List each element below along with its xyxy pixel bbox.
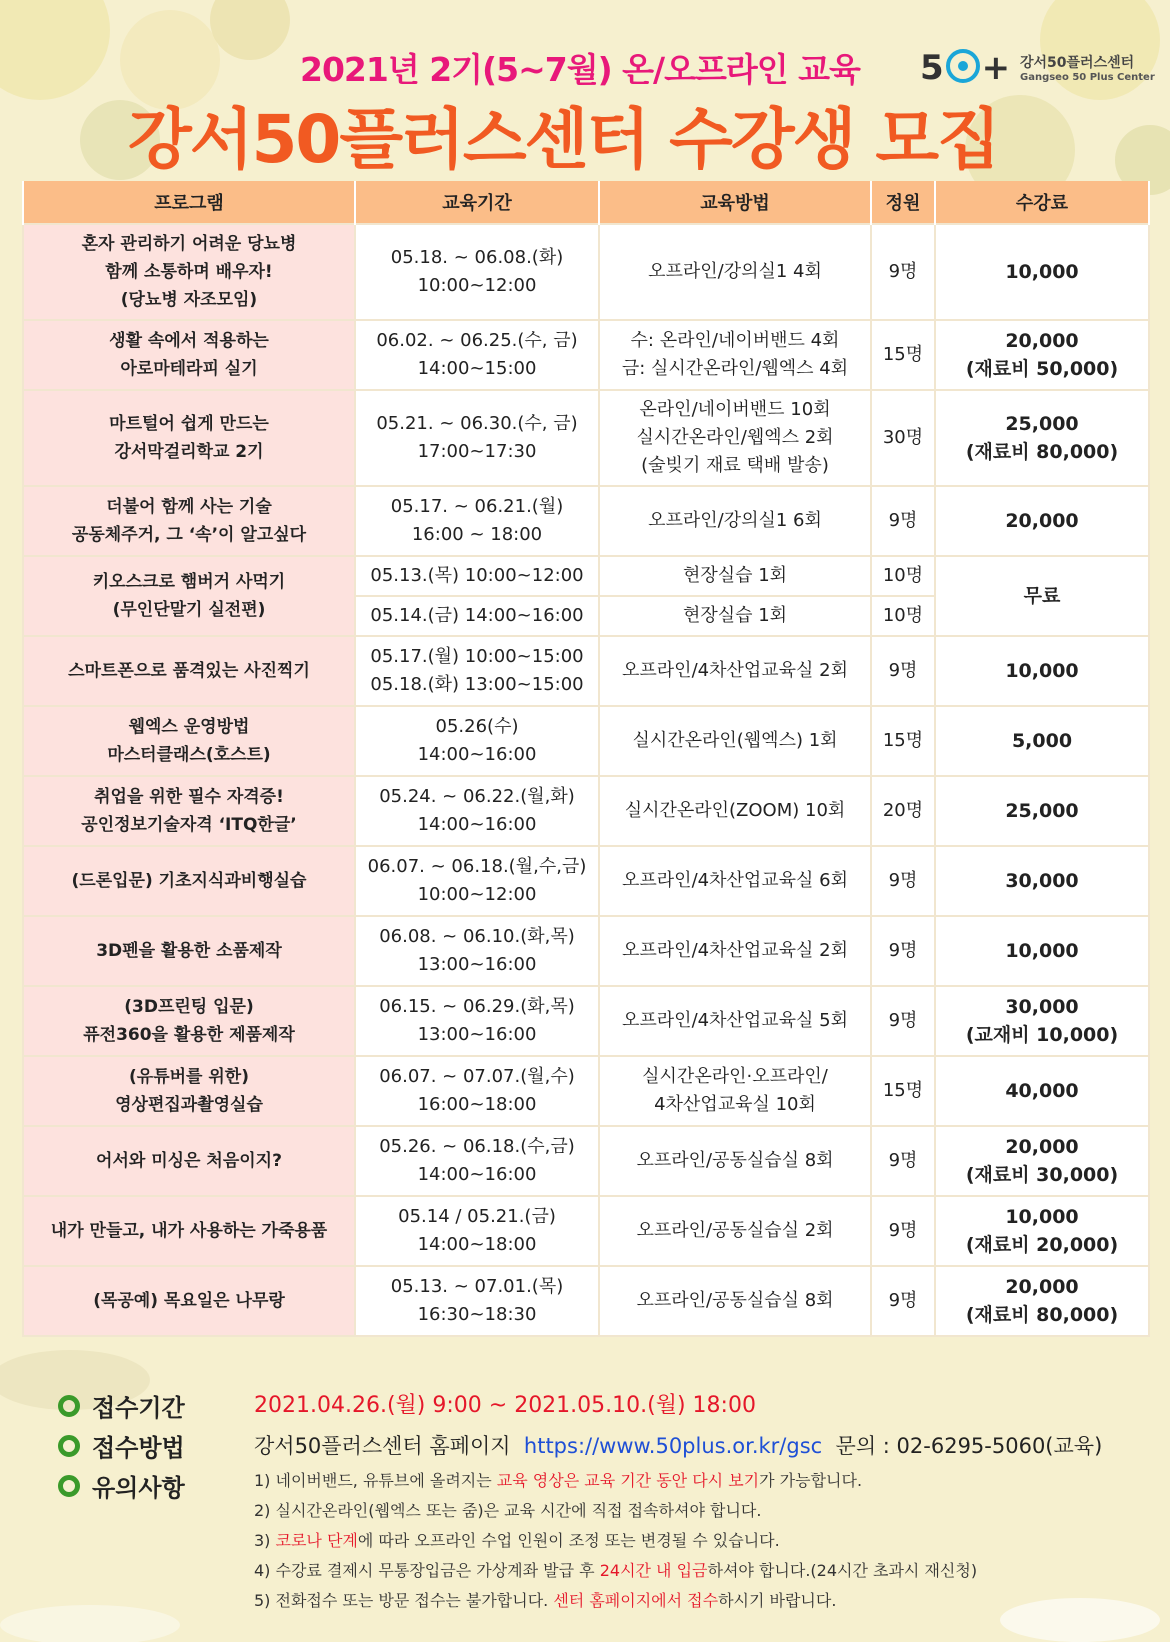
bullet-icon xyxy=(58,1475,80,1497)
program-fee-line: 30,000 xyxy=(1005,870,1079,892)
program-fee xyxy=(935,1126,1149,1196)
program-name-line: 공동체주거, 그 ‘속’이 알고싶다 xyxy=(71,525,307,545)
program-period-line: 16:30~18:30 xyxy=(417,1304,537,1325)
program-period-line: 16:00~18:00 xyxy=(417,1094,537,1115)
program-method-line: 온라인/네이버밴드 10회 xyxy=(639,399,831,420)
program-name-line: (무인단말기 실전편) xyxy=(112,600,266,620)
program-period-line: 06.15. ~ 06.29.(화,목) xyxy=(379,996,575,1017)
program-fee-line: 40,000 xyxy=(1005,1080,1079,1102)
program-name-line: 내가 만들고, 내가 사용하는 가죽용품 xyxy=(50,1221,328,1241)
note-item xyxy=(254,1466,977,1496)
program-capacity-line: 15명 xyxy=(882,730,924,751)
program-fee-line: 10,000 xyxy=(1005,660,1079,682)
program-period-line: 06.07. ~ 07.07.(월,수) xyxy=(379,1066,575,1087)
program-fee-line: 10,000 xyxy=(1005,940,1079,962)
program-method xyxy=(599,320,871,390)
bullet-icon xyxy=(58,1435,80,1457)
program-period-line: 06.07. ~ 06.18.(월,수,금) xyxy=(367,856,587,877)
program-name-line: 3D펜을 활용한 소품제작 xyxy=(96,941,282,961)
program-period xyxy=(355,1266,599,1336)
program-capacity xyxy=(871,390,935,486)
program-period xyxy=(355,320,599,390)
program-method-line: 실시간온라인·오프라인/ xyxy=(642,1066,828,1087)
program-method-line: 실시간온라인/웹엑스 2회 xyxy=(636,427,834,448)
program-capacity xyxy=(871,1266,935,1336)
program-name-line: 마스터클래스(호스트) xyxy=(107,745,271,765)
program-name-line: 영상편집과촬영실습 xyxy=(115,1095,263,1115)
program-period xyxy=(355,486,599,556)
program-method xyxy=(599,986,871,1056)
program-method-line: 오프라인/4차산업교육실 2회 xyxy=(622,940,848,961)
program-fee xyxy=(935,1196,1149,1266)
program-method-line: 실시간온라인(웹엑스) 1회 xyxy=(632,730,838,751)
header-program: 프로그램 xyxy=(23,181,355,224)
program-period-line: 05.13.(목) 10:00~12:00 xyxy=(370,565,584,586)
program-name xyxy=(23,486,355,556)
program-method-line: 실시간온라인(ZOOM) 10회 xyxy=(624,800,846,821)
program-period-line: 10:00~12:00 xyxy=(417,275,537,296)
program-name-line: 더불어 함께 사는 기술 xyxy=(106,497,272,517)
note-item xyxy=(254,1556,977,1586)
note-text: 24시간 내 입금 xyxy=(599,1561,708,1580)
program-capacity xyxy=(871,596,935,636)
note-text: 에 따라 오프라인 수업 인원이 조정 또는 변경될 수 있습니다. xyxy=(357,1531,780,1550)
program-capacity xyxy=(871,486,935,556)
program-capacity-line: 9명 xyxy=(888,1150,918,1171)
program-method-line: 수: 온라인/네이버밴드 4회 xyxy=(630,330,840,351)
program-method xyxy=(599,556,871,596)
program-period-line: 13:00~16:00 xyxy=(417,954,537,975)
program-name xyxy=(23,706,355,776)
program-name-line: (목공예) 목요일은 나무랑 xyxy=(93,1291,285,1311)
program-fee-line: 20,000 xyxy=(1005,1136,1079,1158)
program-method-line: 오프라인/공동실습실 8회 xyxy=(636,1290,834,1311)
program-capacity xyxy=(871,636,935,706)
program-period-line: 06.08. ~ 06.10.(화,목) xyxy=(379,926,575,947)
program-period-line: 14:00~18:00 xyxy=(417,1234,537,1255)
program-method-line: 오프라인/공동실습실 2회 xyxy=(636,1220,834,1241)
program-period xyxy=(355,556,599,596)
program-period-line: 13:00~16:00 xyxy=(417,1024,537,1045)
program-fee-line: 10,000 xyxy=(1005,1206,1079,1228)
program-method xyxy=(599,596,871,636)
contact-text: 문의 : 02-6295-5060(교육) xyxy=(835,1434,1103,1458)
program-period xyxy=(355,916,599,986)
program-capacity-line: 9명 xyxy=(888,261,918,282)
table-row xyxy=(23,320,1149,390)
program-capacity-line: 20명 xyxy=(882,800,924,821)
note-text: 4) 수강료 결제시 무통장입금은 가상계좌 발급 후 xyxy=(254,1561,600,1580)
program-name xyxy=(23,986,355,1056)
program-capacity xyxy=(871,846,935,916)
program-method-line: (술빚기 재료 택배 발송) xyxy=(641,455,829,476)
program-capacity-line: 15명 xyxy=(882,344,924,365)
program-fee-line: 25,000 xyxy=(1005,413,1079,435)
table-row xyxy=(23,846,1149,916)
program-name xyxy=(23,1266,355,1336)
program-method-line: 현장실습 1회 xyxy=(682,565,788,586)
program-capacity xyxy=(871,320,935,390)
program-capacity xyxy=(871,1196,935,1266)
program-period-line: 17:00~17:30 xyxy=(417,441,537,462)
program-name-line: 아로마테라피 실기 xyxy=(120,359,258,379)
program-fee-line: 10,000 xyxy=(1005,261,1079,283)
program-period xyxy=(355,846,599,916)
program-period-line: 05.17.(월) 10:00~15:00 xyxy=(370,646,584,667)
program-name-line: 스마트폰으로 품격있는 사진찍기 xyxy=(68,661,310,681)
program-fee-line: 20,000 xyxy=(1005,330,1079,352)
program-period-line: 14:00~15:00 xyxy=(417,358,537,379)
program-fee xyxy=(935,1266,1149,1336)
program-fee-line: 20,000 xyxy=(1005,1276,1079,1298)
note-text: 코로나 단계 xyxy=(275,1531,358,1550)
table-row xyxy=(23,390,1149,486)
program-method xyxy=(599,706,871,776)
program-capacity-line: 9명 xyxy=(888,1220,918,1241)
program-fee xyxy=(935,486,1149,556)
program-capacity xyxy=(871,986,935,1056)
program-period xyxy=(355,636,599,706)
poster-subtitle: 2021년 2기(5~7월) 온/오프라인 교육 xyxy=(300,50,860,89)
program-name xyxy=(23,1056,355,1126)
table-row xyxy=(23,556,1149,596)
program-method xyxy=(599,916,871,986)
program-capacity-line: 9명 xyxy=(888,1010,918,1031)
program-method-line: 오프라인/강의실1 6회 xyxy=(648,510,822,531)
program-period-line: 05.14 / 05.21.(금) xyxy=(398,1206,556,1227)
program-fee xyxy=(935,224,1149,320)
note-text: 하셔야 합니다.(24시간 초과시 재신청) xyxy=(707,1561,978,1580)
program-capacity xyxy=(871,1126,935,1196)
program-period-line: 05.17. ~ 06.21.(월) xyxy=(390,496,564,517)
program-name-line: (3D프린팅 입문) xyxy=(124,997,254,1017)
program-capacity-line: 15명 xyxy=(882,1080,924,1101)
note-item xyxy=(254,1526,977,1556)
program-capacity-line: 9명 xyxy=(888,1290,918,1311)
notes-label: 유의사항 xyxy=(92,1474,185,1502)
program-name-line: 퓨전360을 활용한 제품제작 xyxy=(83,1025,295,1045)
program-name xyxy=(23,846,355,916)
table-row xyxy=(23,1126,1149,1196)
reception-period-value: 2021.04.26.(월) 9:00 ~ 2021.05.10.(월) 18:00 xyxy=(254,1393,756,1418)
note-item xyxy=(254,1496,977,1526)
program-name-line: 웹엑스 운영방법 xyxy=(128,717,250,737)
center-logo xyxy=(920,48,1155,88)
program-name xyxy=(23,224,355,320)
program-fee xyxy=(935,916,1149,986)
program-method-line: 오프라인/4차산업교육실 6회 xyxy=(622,870,848,891)
header-capacity: 정원 xyxy=(871,181,935,224)
program-name-line: 생활 속에서 적용하는 xyxy=(109,331,269,351)
program-name xyxy=(23,636,355,706)
program-capacity-line: 10명 xyxy=(882,605,924,626)
program-name-line: 키오스크로 햄버거 사먹기 xyxy=(92,572,286,592)
program-fee-line: (재료비 20,000) xyxy=(965,1234,1119,1256)
header-method: 교육방법 xyxy=(599,181,871,224)
program-name xyxy=(23,916,355,986)
note-text: 교육 영상은 교육 기간 동안 다시 보기 xyxy=(496,1471,760,1490)
program-period xyxy=(355,1056,599,1126)
program-capacity-line: 30명 xyxy=(882,427,924,448)
program-name-line: 강서막걸리학교 2기 xyxy=(114,442,264,462)
program-method-line: 현장실습 1회 xyxy=(682,605,788,626)
note-text: 1) 네이버밴드, 유튜브에 올려지는 xyxy=(254,1471,497,1490)
note-text: 센터 홈페이지에서 접수 xyxy=(553,1591,719,1610)
program-fee-line: 5,000 xyxy=(1011,730,1073,752)
note-text: 2) 실시간온라인(웹엑스 또는 줌)은 교육 시간에 직접 접속하셔야 합니다. xyxy=(254,1501,762,1520)
program-method xyxy=(599,776,871,846)
notes-list xyxy=(254,1466,977,1616)
program-capacity-line: 9명 xyxy=(888,660,918,681)
program-name xyxy=(23,1126,355,1196)
program-name-line: 마트털어 쉽게 만드는 xyxy=(109,414,269,434)
note-item xyxy=(254,1586,977,1616)
program-capacity xyxy=(871,1056,935,1126)
note-text: 가 가능합니다. xyxy=(759,1471,863,1490)
program-capacity-line: 9명 xyxy=(888,870,918,891)
program-period-line: 05.26. ~ 06.18.(수,금) xyxy=(379,1136,575,1157)
program-name-line: 혼자 관리하기 어려운 당뇨병 xyxy=(81,234,297,254)
program-period xyxy=(355,390,599,486)
program-capacity-line: 9명 xyxy=(888,940,918,961)
program-method-line: 오프라인/4차산업교육실 2회 xyxy=(622,660,848,681)
table-row xyxy=(23,224,1149,320)
program-table xyxy=(22,181,1150,1337)
program-name-line: 취업을 위한 필수 자격증! xyxy=(94,787,284,807)
program-period xyxy=(355,596,599,636)
table-row xyxy=(23,916,1149,986)
program-period-line: 05.18. ~ 06.08.(화) xyxy=(390,247,564,268)
program-fee xyxy=(935,1056,1149,1126)
program-period xyxy=(355,1126,599,1196)
program-fee-line: (재료비 80,000) xyxy=(965,1304,1119,1326)
program-period xyxy=(355,1196,599,1266)
program-fee-line: (재료비 80,000) xyxy=(965,441,1119,463)
program-name-line: 공인정보기술자격 ‘ITQ한글’ xyxy=(81,815,297,835)
logo-digit: 5 xyxy=(920,48,944,88)
program-fee xyxy=(935,636,1149,706)
program-fee xyxy=(935,776,1149,846)
program-fee xyxy=(935,320,1149,390)
program-name xyxy=(23,776,355,846)
program-name-line: (유튜버를 위한) xyxy=(129,1067,249,1087)
program-period xyxy=(355,224,599,320)
program-capacity xyxy=(871,776,935,846)
program-method xyxy=(599,390,871,486)
program-period xyxy=(355,986,599,1056)
logo-name-english: Gangseo 50 Plus Center xyxy=(1020,72,1155,83)
table-row xyxy=(23,486,1149,556)
program-name xyxy=(23,320,355,390)
program-method xyxy=(599,1266,871,1336)
program-fee-line: (재료비 50,000) xyxy=(965,358,1119,380)
program-name-line: (당뇨병 자조모임) xyxy=(120,290,258,310)
program-fee-line: (교재비 10,000) xyxy=(965,1024,1119,1046)
program-fee-line: 20,000 xyxy=(1005,510,1079,532)
table-header-row xyxy=(23,181,1149,224)
table-row xyxy=(23,1266,1149,1336)
program-name xyxy=(23,556,355,636)
program-period-line: 05.13. ~ 07.01.(목) xyxy=(390,1276,564,1297)
header-period: 교육기간 xyxy=(355,181,599,224)
program-period-line: 14:00~16:00 xyxy=(417,744,537,765)
program-period-line: 06.02. ~ 06.25.(수, 금) xyxy=(376,330,578,351)
poster-title: 강서50플러스센터 수강생 모집 xyxy=(128,101,999,178)
program-capacity-line: 10명 xyxy=(882,565,924,586)
reception-period-label: 접수기간 xyxy=(92,1394,185,1422)
bullet-icon xyxy=(58,1395,80,1417)
program-name xyxy=(23,390,355,486)
logo-mark xyxy=(920,48,1010,88)
program-period-line: 05.18.(화) 13:00~15:00 xyxy=(370,674,584,695)
homepage-link[interactable]: https://www.50plus.or.kr/gsc xyxy=(523,1434,823,1458)
logo-name-korean: 강서50플러스센터 xyxy=(1020,55,1135,71)
program-method xyxy=(599,1056,871,1126)
program-capacity xyxy=(871,916,935,986)
table-row xyxy=(23,1056,1149,1126)
reception-method-label: 접수방법 xyxy=(92,1434,185,1462)
program-period xyxy=(355,776,599,846)
program-method-line: 오프라인/공동실습실 8회 xyxy=(636,1150,834,1171)
header-fee: 수강료 xyxy=(935,181,1149,224)
note-text: 5) 전화접수 또는 방문 접수는 불가합니다. xyxy=(254,1591,554,1610)
program-capacity-line: 9명 xyxy=(888,510,918,531)
program-name-line: 어서와 미싱은 처음이지? xyxy=(96,1151,282,1171)
program-period-line: 14:00~16:00 xyxy=(417,814,537,835)
program-capacity xyxy=(871,556,935,596)
program-method-line: 오프라인/4차산업교육실 5회 xyxy=(622,1010,848,1031)
table-row xyxy=(23,1196,1149,1266)
program-method-line: 금: 실시간온라인/웹엑스 4회 xyxy=(621,358,849,379)
program-period-line: 05.14.(금) 14:00~16:00 xyxy=(370,605,584,626)
table-row xyxy=(23,636,1149,706)
program-fee-line: (재료비 30,000) xyxy=(965,1164,1119,1186)
program-period-line: 05.26(수) xyxy=(435,716,519,737)
program-method-line: 4차산업교육실 10회 xyxy=(654,1094,816,1115)
program-period xyxy=(355,706,599,776)
program-fee-line: 25,000 xyxy=(1005,800,1079,822)
program-method xyxy=(599,846,871,916)
program-fee-line: 30,000 xyxy=(1005,996,1079,1018)
program-fee-line: 무료 xyxy=(1023,585,1061,607)
program-fee xyxy=(935,986,1149,1056)
program-method xyxy=(599,1196,871,1266)
logo-plus: + xyxy=(981,48,1011,88)
table-row xyxy=(23,706,1149,776)
program-method xyxy=(599,486,871,556)
program-fee xyxy=(935,556,1149,636)
table-row xyxy=(23,986,1149,1056)
reception-method-text: 강서50플러스센터 홈페이지 xyxy=(254,1434,511,1458)
program-name-line: 함께 소통하며 배우자! xyxy=(105,262,273,282)
program-name-line: (드론입문) 기초지식과비행실습 xyxy=(71,871,307,891)
program-period-line: 10:00~12:00 xyxy=(417,884,537,905)
note-text: 3) xyxy=(254,1531,276,1550)
program-method xyxy=(599,636,871,706)
program-fee xyxy=(935,846,1149,916)
program-period-line: 14:00~16:00 xyxy=(417,1164,537,1185)
program-method xyxy=(599,1126,871,1196)
table-row xyxy=(23,776,1149,846)
program-capacity xyxy=(871,706,935,776)
program-name xyxy=(23,1196,355,1266)
program-period-line: 05.24. ~ 06.22.(월,화) xyxy=(379,786,575,807)
program-fee xyxy=(935,390,1149,486)
program-period-line: 05.21. ~ 06.30.(수, 금) xyxy=(376,413,578,434)
program-method-line: 오프라인/강의실1 4회 xyxy=(648,261,822,282)
note-text: 하시기 바랍니다. xyxy=(718,1591,837,1610)
table-body xyxy=(23,224,1149,1336)
program-fee xyxy=(935,706,1149,776)
logo-circle-icon xyxy=(946,49,980,83)
program-period-line: 16:00 ~ 18:00 xyxy=(411,524,543,545)
program-method xyxy=(599,224,871,320)
program-capacity xyxy=(871,224,935,320)
